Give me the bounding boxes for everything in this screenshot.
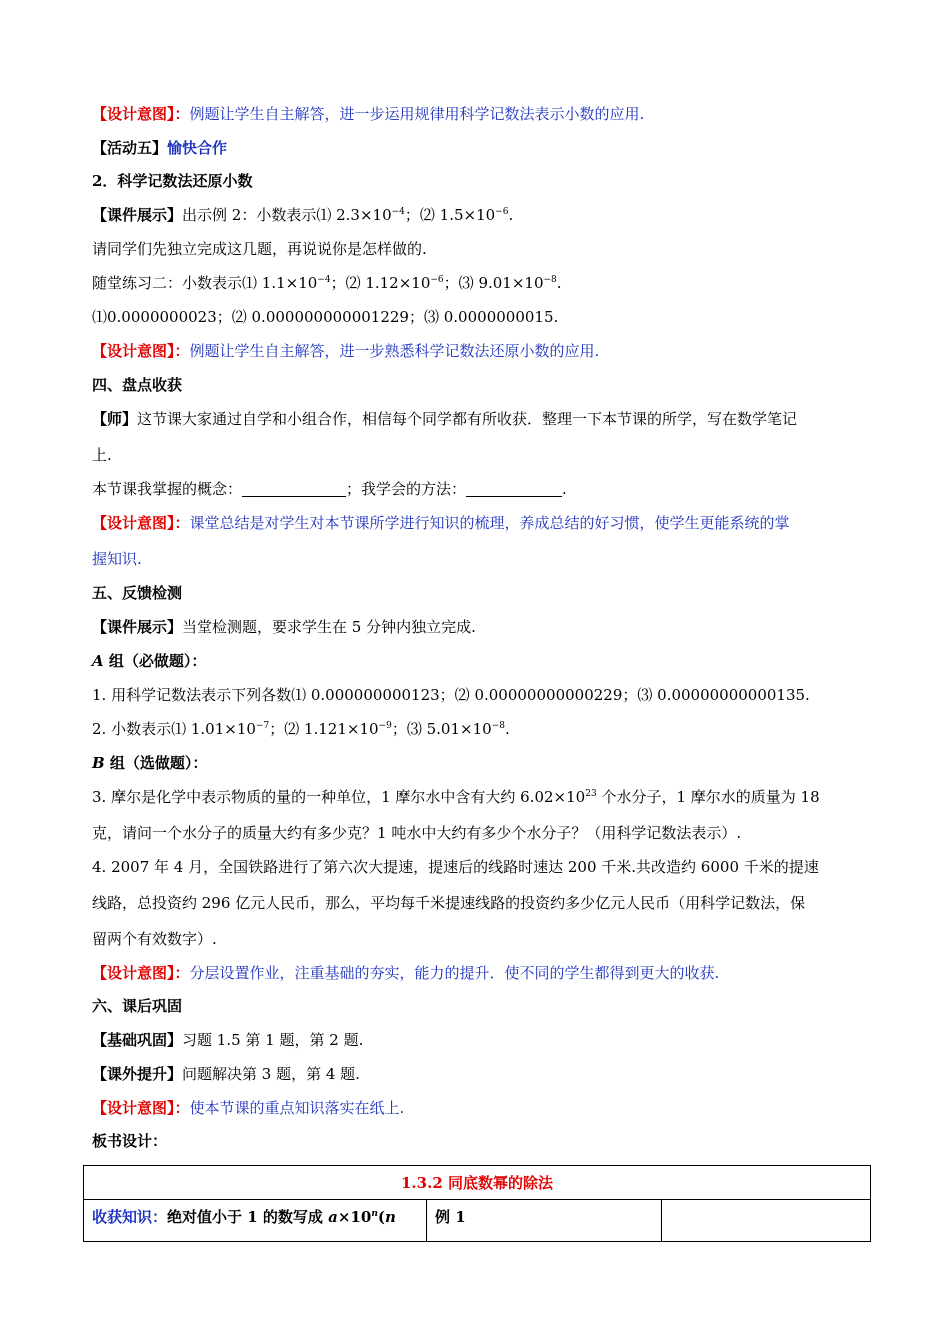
board-design-table: [83, 1165, 871, 1242]
board-design-label: 板书设计：: [92, 1132, 168, 1150]
group-b-heading: B 组（选做题）：: [92, 754, 208, 772]
teacher-remark-continued: 上.: [92, 446, 112, 464]
concept-blank[interactable]: [242, 481, 346, 497]
summary-line: 本节课我掌握的概念： ；我学会的方法： .: [92, 480, 567, 498]
board-empty-cell: [662, 1200, 871, 1242]
design-intent-1: 【设计意图】：例题让学生自主解答，进一步运用规律用科学记数法表示小数的应用.: [92, 105, 645, 123]
teacher-remark: 【师】这节课大家通过自学和小组合作，相信每个同学都有所收获．整理一下本节课的所学，写在数学笔记: [92, 410, 798, 428]
method-blank[interactable]: [466, 481, 562, 497]
section-4-title: 四、盘点收获: [92, 376, 183, 394]
section-6-title: 六、课后巩固: [92, 997, 183, 1015]
instruction-text: 请同学们先独立完成这几题，再说说你是怎样做的.: [92, 240, 427, 258]
question-b3: 3. 摩尔是化学中表示物质的量的一种单位，1 摩尔水中含有大约 $6.02\times 10^{23}$ 个水分子，1 摩尔水的质量为 18: [92, 788, 820, 806]
design-intent-3-continued: 握知识.: [92, 550, 142, 568]
practice-2-answers: ⑴0.0000000023；⑵ 0.000000000001229；⑶ 0.0000000015.: [92, 308, 559, 326]
courseware-example-2: 【课件展示】出示例 2：小数表示⑴ $2.3\times 10^{-4}$；⑵ $1.5\times 10^{-6}$.: [92, 206, 514, 224]
activity-5-heading: 【活动五】愉快合作: [92, 139, 228, 157]
board-title: 1.3.2 同底数幂的除法: [401, 1174, 553, 1192]
section-2-title: 2．科学记数法还原小数: [92, 172, 253, 190]
practice-2: 随堂练习二：小数表示⑴ $1.1\times 10^{-4}$；⑵ $1.12\times 10^{-6}$；⑶ $9.01\times 10^{-8}$.: [92, 274, 562, 292]
design-intent-3: 【设计意图】：课堂总结是对学生对本节课所学进行知识的梳理，养成总结的好习惯，使学生更能系统的掌: [92, 514, 790, 532]
question-a1: 1. 用科学记数法表示下列各数⑴ 0.000000000123；⑵ 0.00000000000229；⑶ 0.00000000000135.: [92, 686, 810, 704]
board-knowledge-cell: 收获知识：绝对值小于 1 的数写成 $a\times 10^n(n$: [84, 1200, 427, 1242]
question-b4: 4. 2007 年 4 月，全国铁路进行了第六次大提速，提速后的线路时速达 200 千米.共改造约 6000 千米的提速: [92, 858, 819, 876]
question-b4-line2: 线路，总投资约 296 亿元人民币，那么，平均每千米提速线路的投资约多少亿元人民币（用科学记数法，保: [92, 894, 806, 912]
courseware-test: 【课件展示】当堂检测题，要求学生在 5 分钟内独立完成.: [92, 618, 476, 636]
board-example-cell: 例 1: [427, 1200, 662, 1242]
design-intent-4: 【设计意图】：分层设置作业，注重基础的夯实，能力的提升．使不同的学生都得到更大的收获.: [92, 964, 720, 982]
extra-improvement: 【课外提升】问题解决第 3 题，第 4 题.: [92, 1065, 360, 1083]
question-a2: 2. 小数表示⑴ $1.01\times 10^{-7}$；⑵ $1.121\times 10^{-9}$；⑶ $5.01\times 10^{-8}$.: [92, 720, 510, 738]
design-intent-5: 【设计意图】：使本节课的重点知识落实在纸上.: [92, 1099, 405, 1117]
question-b4-line3: 留两个有效数字）.: [92, 930, 217, 948]
section-5-title: 五、反馈检测: [92, 584, 183, 602]
design-intent-2: 【设计意图】：例题让学生自主解答，进一步熟悉科学记数法还原小数的应用.: [92, 342, 600, 360]
question-b3-continued: 克，请问一个水分子的质量大约有多少克？1 吨水中大约有多少个水分子？（用科学记数法表示）.: [92, 824, 742, 842]
group-a-heading: A 组（必做题）：: [92, 652, 207, 670]
basic-consolidation: 【基础巩固】习题 1.5 第 1 题，第 2 题.: [92, 1031, 364, 1049]
board-title-cell: [84, 1166, 871, 1200]
document-body: [92, 100, 870, 1151]
